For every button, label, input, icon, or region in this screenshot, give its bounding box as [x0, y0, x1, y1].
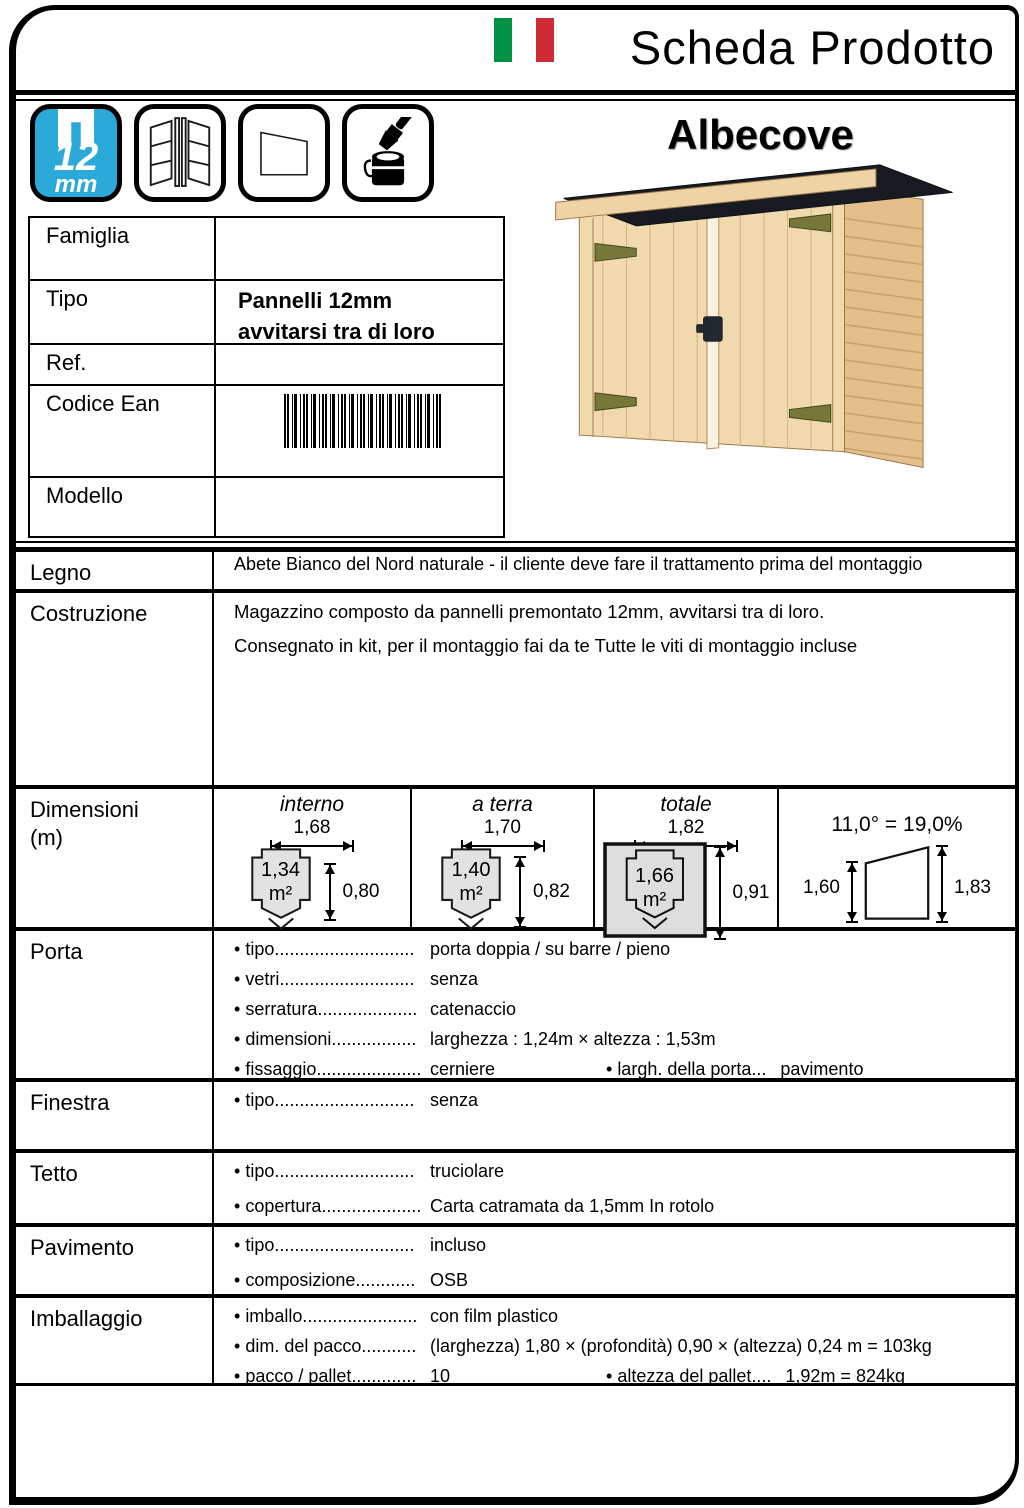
- porta-label: Porta: [30, 939, 83, 964]
- spec-label: • imballo.......................: [234, 1306, 430, 1327]
- spec-row-pacco-pallet: [234, 1366, 1015, 1387]
- product-name: Albecove: [667, 111, 854, 158]
- spec-label: • serratura....................: [234, 999, 430, 1020]
- shed-illustration: [546, 161, 976, 495]
- section-imballaggio: [16, 1294, 1015, 1386]
- table-row-ref: [30, 343, 503, 384]
- spec-label: • pacco / pallet.............: [234, 1366, 430, 1387]
- dim-a-terra-title: a terra: [472, 793, 533, 816]
- area-unit: m²: [459, 883, 483, 905]
- spec-value-2: pavimento: [780, 1059, 864, 1079]
- slope-left-height: 1,60: [803, 877, 840, 898]
- dim-a-terra-area: [435, 858, 507, 906]
- ean-barcode: [284, 394, 442, 448]
- product-identity-block: [16, 101, 1015, 543]
- finestra-body: [212, 1082, 1015, 1149]
- area-unit: m²: [268, 883, 293, 905]
- dim-totale-title: totale: [660, 793, 712, 816]
- bottom-margin: [16, 1386, 1015, 1456]
- table-row-codice-ean: [30, 384, 503, 476]
- modello-label: Modello: [46, 483, 124, 508]
- area-unit: m²: [642, 889, 667, 911]
- spec-value: incluso: [430, 1235, 487, 1255]
- spec-label: • tipo............................: [234, 939, 430, 960]
- spec-row-dimensioni: [234, 1029, 1015, 1050]
- table-row-tipo: [30, 279, 503, 343]
- dim-interno-width: 1,68: [293, 817, 331, 838]
- dimensioni-unit-text: (m): [30, 825, 63, 850]
- costruzione-line2: Consegnato in kit, per il montaggio fai da te Tutte le viti di montaggio incluse: [234, 635, 858, 656]
- area-value: 1,66: [635, 865, 674, 887]
- identity-right-column: [506, 101, 1015, 541]
- spec-row-fissaggio: [234, 1059, 1015, 1080]
- spec-label: • tipo............................: [234, 1161, 430, 1182]
- panel-thickness-12mm-icon: [30, 104, 122, 202]
- feature-icons-row: [30, 104, 506, 204]
- section-porta: [16, 927, 1015, 1078]
- tetto-label: Tetto: [30, 1161, 78, 1186]
- dimensioni-label: [16, 789, 212, 927]
- spec-value: (larghezza) 1,80 × (profondità) 0,90 × (altezza) 0,24 m = 103kg: [430, 1336, 932, 1356]
- paint-treatment-icon: [342, 104, 434, 202]
- dim-totale-width: 1,82: [667, 817, 705, 838]
- dim-interno: [214, 789, 410, 927]
- dim-a-terra-height: 0,82: [533, 880, 570, 902]
- spec-row-serratura: [234, 999, 1015, 1020]
- finestra-label: Finestra: [30, 1090, 110, 1115]
- spec-value: senza: [430, 1090, 479, 1110]
- spec-value: truciolare: [430, 1161, 505, 1181]
- dim-totale: [593, 789, 777, 927]
- spec-label: • tipo............................: [234, 1235, 430, 1256]
- section-finestra: [16, 1078, 1015, 1149]
- table-row-modello: [30, 476, 503, 536]
- pavimento-label: Pavimento: [30, 1235, 134, 1260]
- spec-value: 10: [430, 1366, 451, 1386]
- tipo-value: [214, 281, 503, 343]
- spec-label: • tipo............................: [234, 1090, 430, 1111]
- spec-row-dim-pacco: [234, 1336, 1015, 1357]
- slope-right-height: 1,83: [954, 877, 991, 898]
- header: [16, 10, 1015, 95]
- thickness-value: 12: [53, 135, 99, 179]
- ref-label: Ref.: [46, 350, 87, 375]
- page-title: Scheda Prodotto: [629, 21, 995, 74]
- spec-value: senza: [430, 969, 479, 989]
- spec-label: • composizione............: [234, 1270, 430, 1291]
- spec-row-imballo: [234, 1306, 1015, 1327]
- costruzione-line1: Magazzino composto da pannelli premontato 12mm, avvitarsi tra di loro.: [234, 601, 825, 622]
- dim-totale-height: 0,91: [732, 881, 770, 903]
- table-row-famiglia: [30, 218, 503, 279]
- costruzione-value: [212, 593, 1015, 785]
- imballaggio-label: Imballaggio: [30, 1306, 143, 1331]
- spec-row-tipo: [234, 1235, 1015, 1256]
- identity-left-column: [16, 101, 506, 541]
- famiglia-label: Famiglia: [46, 223, 130, 248]
- tipo-label: Tipo: [46, 286, 88, 311]
- spec-row-vetri: [234, 969, 1015, 990]
- spec-label: • fissaggio.....................: [234, 1059, 430, 1080]
- ref-value: [214, 345, 503, 384]
- pent-roof-shape-icon: [238, 104, 330, 202]
- dim-interno-height: 0,80: [342, 880, 380, 902]
- content: [16, 99, 1015, 1456]
- tetto-body: [212, 1153, 1015, 1223]
- spec-label: • dimensioni.................: [234, 1029, 430, 1050]
- spec-value: cerniere: [430, 1059, 496, 1079]
- section-tetto: [16, 1149, 1015, 1223]
- section-pavimento: [16, 1223, 1015, 1294]
- tipo-value-line1: Pannelli 12mm: [238, 288, 393, 313]
- spec-value: porta doppia / su barre / pieno: [430, 939, 671, 959]
- panel-assembly-icon: [134, 104, 226, 202]
- dim-interno-figure: [245, 848, 380, 935]
- spec-value: OSB: [430, 1270, 469, 1290]
- spec-value: larghezza : 1,24m × altezza : 1,53m: [430, 1029, 716, 1049]
- porta-body: [212, 931, 1015, 1078]
- spec-row-copertura: [234, 1196, 1015, 1217]
- legno-label: Legno: [30, 560, 92, 585]
- famiglia-value: [214, 218, 503, 279]
- codice-ean-value: [214, 386, 503, 476]
- height-arrow: [936, 845, 948, 923]
- slope-figure: [803, 843, 991, 923]
- spec-row-tipo: [234, 1090, 1015, 1111]
- spec-label-2: • largh. della porta...: [606, 1059, 766, 1080]
- tipo-value-line2: avvitarsi tra di loro: [238, 319, 435, 344]
- section-dimensioni: [16, 785, 1015, 927]
- dim-a-terra-figure: [435, 848, 570, 935]
- legno-value: Abete Bianco del Nord naturale - il cliente deve fare il trattamento prima del montaggio: [212, 552, 1015, 589]
- area-value: 1,34: [261, 859, 300, 881]
- spec-value-2: 1,92m = 824kg: [785, 1366, 905, 1386]
- spec-row-composizione: [234, 1270, 1015, 1291]
- dim-totale-area: [603, 864, 707, 912]
- spec-label-2: • altezza del pallet....: [606, 1366, 771, 1387]
- modello-value: [214, 478, 503, 536]
- dim-pendenza: [777, 789, 1015, 927]
- dimensioni-label-text: Dimensioni: [30, 797, 139, 822]
- height-arrow: [324, 863, 336, 921]
- spec-label: • copertura....................: [234, 1196, 430, 1217]
- spec-label: • vetri...........................: [234, 969, 430, 990]
- spec-row-tipo: [234, 1161, 1015, 1182]
- slope-formula: 11,0° = 19,0%: [831, 813, 963, 836]
- dimensioni-body: [212, 789, 1015, 927]
- costruzione-label: Costruzione: [30, 601, 148, 626]
- height-arrow: [514, 856, 526, 928]
- imballaggio-body: [212, 1298, 1015, 1386]
- page-frame: [9, 5, 1019, 1505]
- spec-value: con film plastico: [430, 1306, 559, 1326]
- section-costruzione: [16, 589, 1015, 785]
- dim-interno-title: interno: [279, 793, 345, 816]
- height-arrow: [846, 861, 858, 923]
- pavimento-body: [212, 1227, 1015, 1294]
- product-photo: [546, 161, 976, 500]
- dim-a-terra: [410, 789, 593, 927]
- dim-totale-figure: [603, 842, 770, 943]
- spec-value: catenaccio: [430, 999, 517, 1019]
- codice-ean-label: Codice Ean: [46, 391, 160, 416]
- roof-profile-shape: [864, 843, 930, 923]
- height-arrow: [714, 846, 726, 940]
- thickness-unit: mm: [54, 171, 98, 198]
- section-legno: [16, 547, 1015, 589]
- dim-a-terra-width: 1,70: [484, 817, 521, 838]
- info-table: [28, 216, 505, 538]
- spec-label: • dim. del pacco...........: [234, 1336, 430, 1357]
- spec-value: Carta catramata da 1,5mm In rotolo: [430, 1196, 715, 1216]
- italy-flag-icon: [494, 18, 554, 62]
- area-value: 1,40: [451, 859, 491, 881]
- dim-interno-area: [245, 858, 317, 906]
